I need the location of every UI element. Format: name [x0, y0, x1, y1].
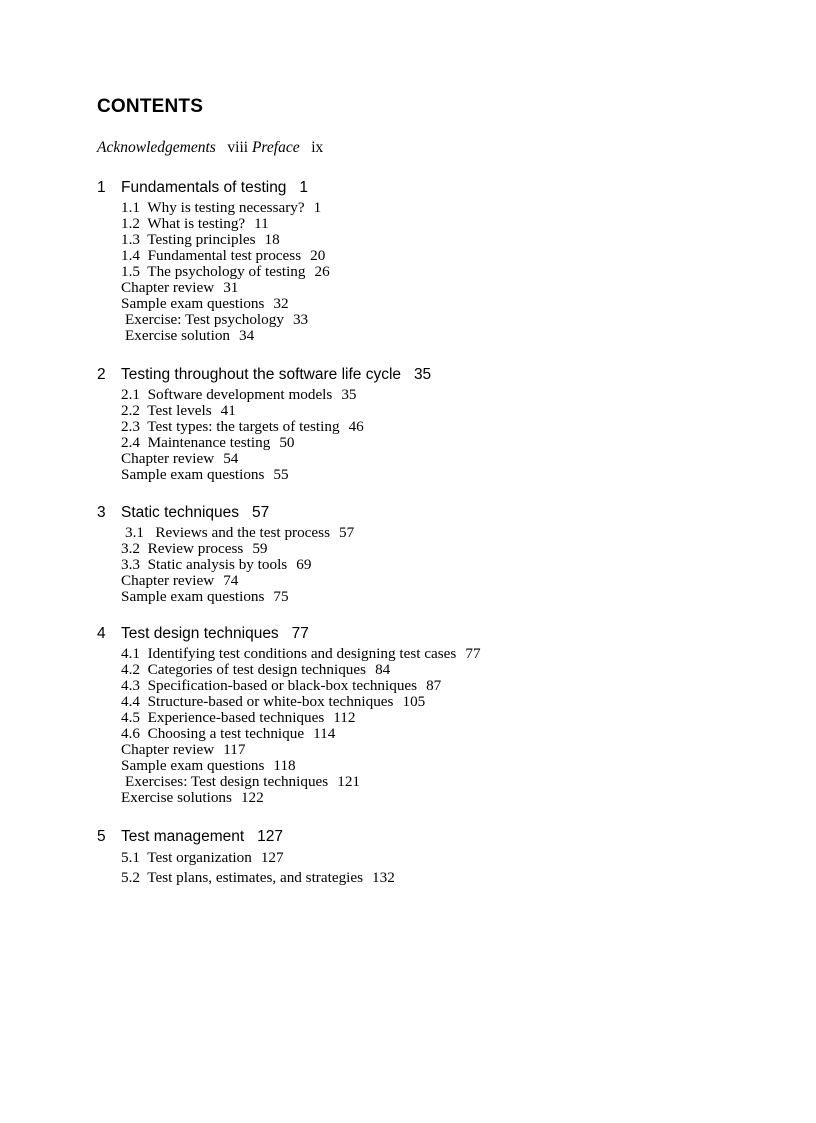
toc-entry[interactable]: Exercise: Test psychology 33: [125, 311, 309, 328]
toc-entry[interactable]: 4.4 Structure-based or white-box techniques 105: [121, 693, 426, 710]
toc-entry[interactable]: 2.2 Test levels 41: [121, 402, 236, 419]
chapter-3: [97, 502, 354, 605]
toc-entry[interactable]: 1.5 The psychology of testing 26: [121, 263, 330, 280]
toc-entry[interactable]: 2.3 Test types: the targets of testing 46: [121, 418, 364, 435]
toc-entry[interactable]: 4.2 Categories of test design techniques 84: [121, 661, 391, 678]
chapter-page: 57: [251, 504, 270, 521]
chapter-2: [97, 364, 431, 483]
chapter-entries: [121, 525, 354, 605]
toc-entry[interactable]: Sample exam questions 118: [121, 757, 296, 774]
chapter-entries: [121, 850, 395, 886]
chapter-5: [97, 826, 395, 886]
chapter-4: [97, 623, 481, 806]
chapter-page: 127: [257, 828, 284, 845]
toc-entry[interactable]: 1.3 Testing principles 18: [121, 231, 280, 248]
toc-entry[interactable]: 5.1 Test organization 127: [121, 849, 284, 866]
chapter-entries: [121, 646, 481, 806]
toc-entry[interactable]: 1.2 What is testing? 11: [121, 215, 269, 232]
chapter-number: 4: [97, 625, 106, 642]
toc-entry[interactable]: Exercise solution 34: [125, 327, 255, 344]
chapter-number: 1: [97, 179, 106, 196]
toc-entry[interactable]: 1.4 Fundamental test process 20: [121, 247, 326, 264]
chapter-title: Static techniques: [121, 504, 240, 521]
chapter-heading[interactable]: [97, 826, 395, 848]
acknowledgements-page: viii: [227, 139, 249, 156]
toc-entry[interactable]: Chapter review 74: [121, 572, 239, 589]
front-matter: [97, 139, 323, 157]
chapter-number: 5: [97, 828, 106, 845]
preface-label: Preface: [251, 139, 300, 156]
toc-entry[interactable]: Sample exam questions 32: [121, 295, 289, 312]
toc-entry[interactable]: 4.1 Identifying test conditions and designing test cases 77: [121, 645, 481, 662]
chapter-number: 2: [97, 366, 106, 383]
preface-page: ix: [311, 139, 324, 156]
chapter-page: 1: [299, 179, 308, 196]
chapter-1: [97, 177, 330, 344]
toc-entry[interactable]: 4.6 Choosing a test technique 114: [121, 725, 336, 742]
chapter-title: Test design techniques: [121, 625, 279, 642]
toc-entry[interactable]: 4.3 Specification-based or black-box techniques 87: [121, 677, 442, 694]
chapter-heading[interactable]: [97, 502, 354, 524]
toc-entry[interactable]: 3.2 Review process 59: [121, 540, 268, 557]
chapter-page: 35: [413, 366, 432, 383]
toc-entry[interactable]: Sample exam questions 75: [121, 588, 289, 605]
toc-entry[interactable]: Sample exam questions 55: [121, 466, 289, 483]
toc-entry[interactable]: 1.1 Why is testing necessary? 1: [121, 199, 322, 216]
toc-entry[interactable]: Chapter review 31: [121, 279, 239, 296]
toc-entry[interactable]: Chapter review 54: [121, 450, 239, 467]
chapter-entries: [121, 387, 431, 483]
toc-entry[interactable]: 3.3 Static analysis by tools 69: [121, 556, 312, 573]
chapter-heading[interactable]: [97, 177, 330, 199]
toc-entry[interactable]: Exercise solutions 122: [121, 789, 264, 806]
toc-entry[interactable]: 2.1 Software development models 35: [121, 386, 357, 403]
toc-entry[interactable]: 4.5 Experience-based techniques 112: [121, 709, 356, 726]
chapter-number: 3: [97, 504, 106, 521]
page-title: CONTENTS: [97, 96, 204, 117]
toc-entry[interactable]: Exercises: Test design techniques 121: [125, 773, 360, 790]
chapter-heading[interactable]: [97, 364, 431, 386]
toc-entry[interactable]: 2.4 Maintenance testing 50: [121, 434, 295, 451]
toc-entry[interactable]: 5.2 Test plans, estimates, and strategies 132: [121, 869, 395, 886]
chapter-title: Fundamentals of testing: [121, 179, 287, 196]
chapter-title: Test management: [121, 828, 245, 845]
toc-entry[interactable]: 3.1 Reviews and the test process 57: [125, 524, 355, 541]
chapter-title: Testing throughout the software life cycle: [121, 366, 402, 383]
chapter-entries: [121, 200, 330, 344]
chapter-page: 77: [291, 625, 309, 642]
chapter-heading[interactable]: [97, 623, 481, 645]
acknowledgements-label: Acknowledgements: [97, 139, 216, 156]
toc-entry[interactable]: Chapter review 117: [121, 741, 246, 758]
